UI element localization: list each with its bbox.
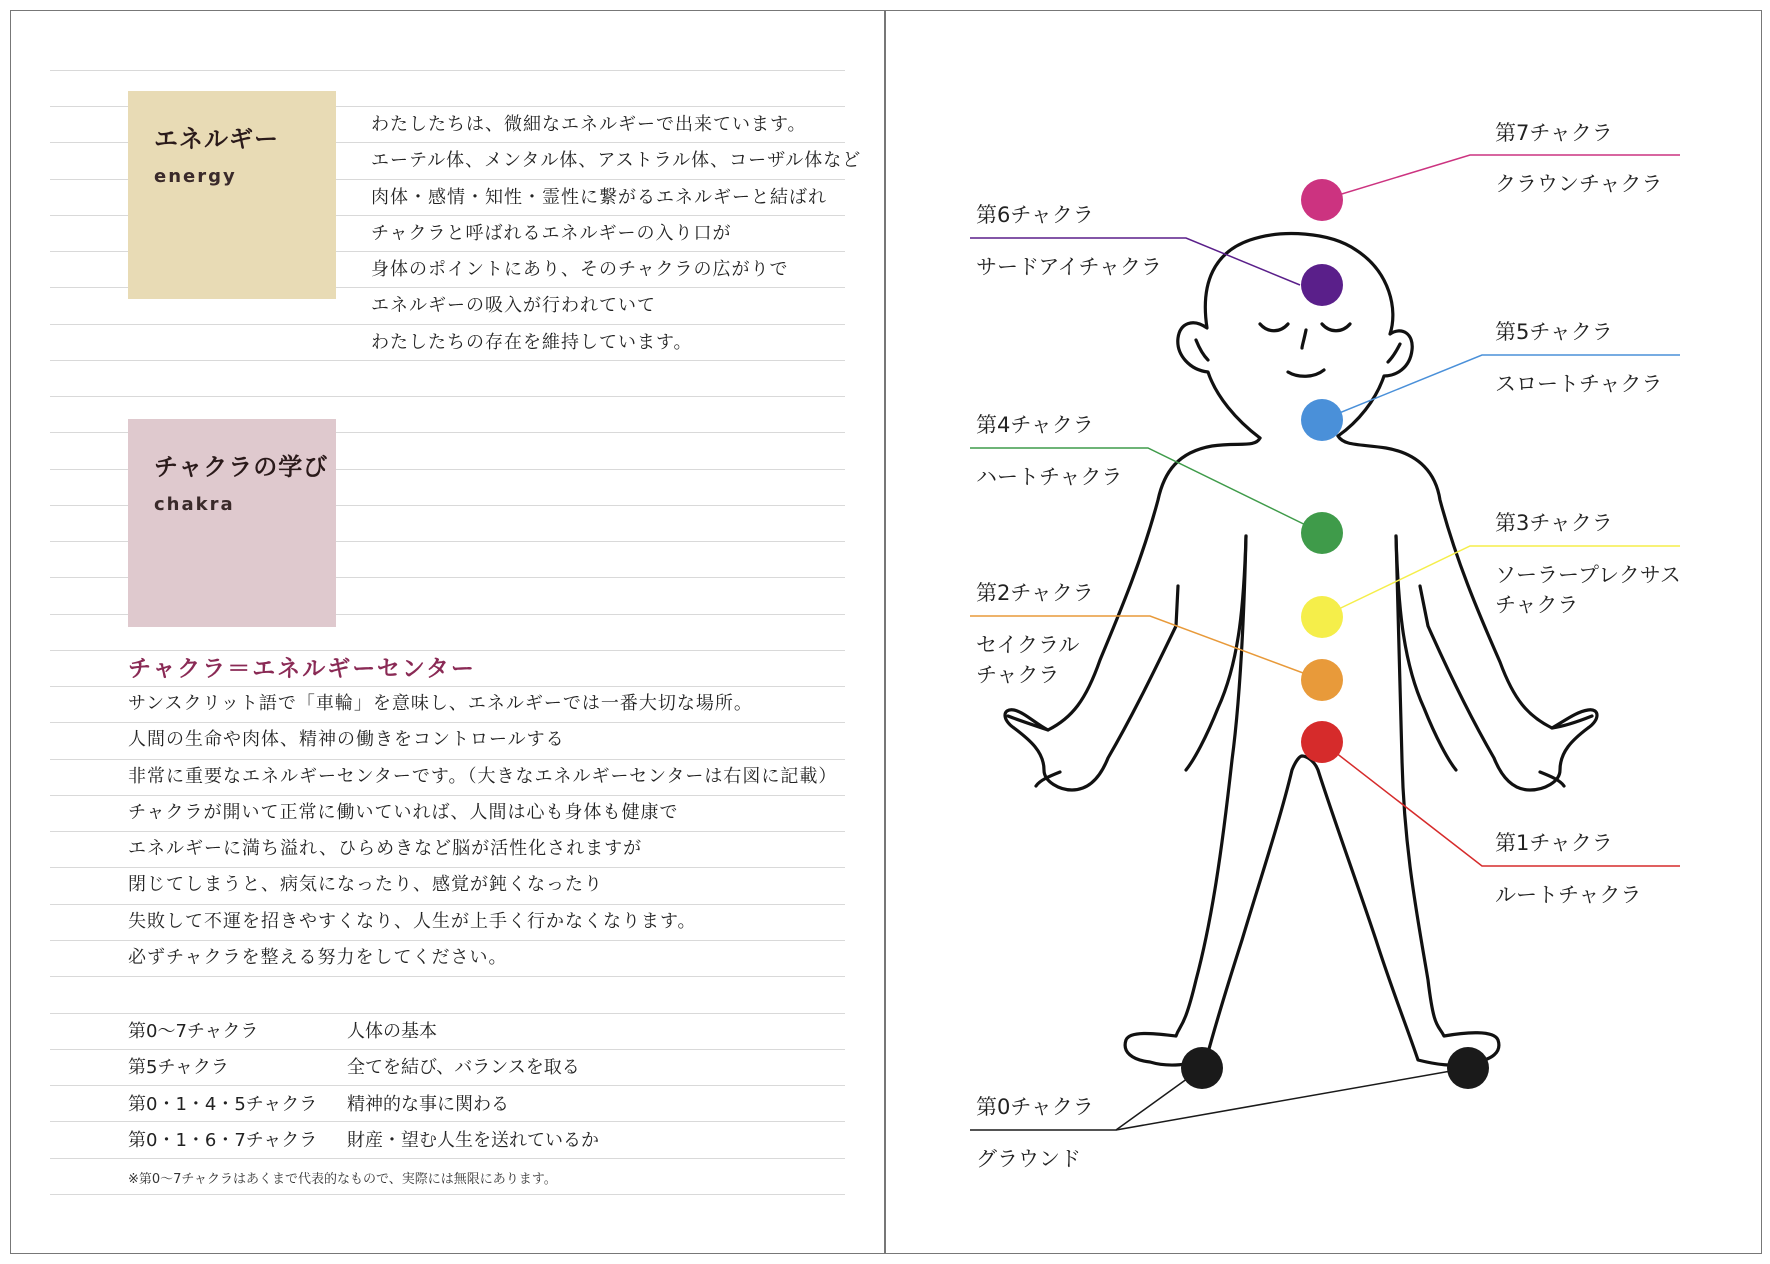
- summary-meaning: 全てを結び、バランスを取る: [347, 1057, 580, 1079]
- chakra-3-name-line2: チャクラ: [1495, 593, 1579, 617]
- left-leg: [1125, 536, 1302, 1065]
- energy-line: チャクラと呼ばれるエネルギーの入り口が: [371, 222, 732, 244]
- chakra-line: 人間の生命や肉体、精神の働きをコントロールする: [128, 729, 565, 751]
- energy-line: わたしたちの存在を維持しています。: [371, 331, 693, 353]
- chakra-subtitle: chakra: [154, 494, 235, 515]
- chakra-dot-2: [1301, 659, 1343, 701]
- nose: [1302, 330, 1306, 348]
- chakra-4-number: 第4チャクラ: [976, 413, 1094, 437]
- energy-description: [371, 107, 861, 361]
- chakra-7-number: 第7チャクラ: [1495, 121, 1613, 145]
- summary-meaning: 精神的な事に関わる: [347, 1093, 509, 1115]
- chakra-3-number: 第3チャクラ: [1495, 511, 1613, 535]
- chakra-dot-4: [1301, 512, 1343, 554]
- energy-line: 肉体・感情・知性・霊性に繋がるエネルギーと結ばれ: [371, 186, 827, 208]
- chakra-dot-0-left-foot: [1181, 1047, 1223, 1089]
- chakra-dot-0-right-foot: [1447, 1047, 1489, 1089]
- left-side-outline: [1005, 438, 1260, 790]
- chakra-title: チャクラの学び: [154, 453, 329, 481]
- chakra-2-name-line2: チャクラ: [976, 663, 1060, 687]
- chakra-heading: チャクラ＝エネルギーセンター: [128, 656, 476, 682]
- chakra-line: 失敗して不運を招きやすくなり、人生が上手く行かなくなります。: [128, 910, 697, 932]
- chakra-3-name: ソーラープレクサス: [1495, 563, 1681, 587]
- chakra-1-number: 第1チャクラ: [1495, 831, 1613, 855]
- chakra-dot-3: [1301, 596, 1343, 638]
- ruled-line: [50, 70, 845, 71]
- chakra-points: [1181, 179, 1489, 1089]
- energy-line: わたしたちは、微細なエネルギーで出来ています。: [371, 114, 807, 135]
- summary-meaning: 人体の基本: [347, 1021, 437, 1042]
- energy-line: 身体のポイントにあり、そのチャクラの広がりで: [371, 259, 789, 281]
- mouth: [1288, 370, 1324, 376]
- summary-chakras: 第5チャクラ: [128, 1057, 229, 1079]
- chakra-line: 閉じてしまうと、病気になったり、感覚が鈍くなったり: [128, 874, 603, 896]
- footnote: ※第0〜7チャクラはあくまで代表的なもので、実際には無限にあります。: [128, 1172, 557, 1187]
- energy-subtitle: energy: [154, 166, 237, 187]
- chakra-line: 非常に重要なエネルギーセンターです。（大きなエネルギーセンターは右図に記載）: [128, 765, 838, 787]
- summary-meaning: 財産・望む人生を送れているか: [347, 1129, 599, 1151]
- left-arm-inner: [1186, 536, 1246, 770]
- right-arm-inner: [1396, 536, 1456, 770]
- chakra-description: [128, 686, 837, 976]
- leader-line-4: [970, 448, 1322, 533]
- chakra-line: エネルギーに満ち溢れ、ひらめきなど脳が活性化されますが: [128, 838, 643, 860]
- left-eye: [1260, 324, 1288, 331]
- chakra-body-diagram: [886, 10, 1762, 1254]
- ruled-line: [50, 396, 845, 397]
- chakra-6-number: 第6チャクラ: [976, 203, 1094, 227]
- energy-title: エネルギー: [154, 125, 279, 153]
- left-ear: [1196, 340, 1208, 360]
- chakra-4-name: ハートチャクラ: [976, 465, 1123, 489]
- chakra-1-name: ルートチャクラ: [1495, 883, 1642, 907]
- energy-line: エーテル体、メンタル体、アストラル体、コーザル体など: [371, 150, 862, 172]
- head-outline: [1178, 234, 1412, 438]
- chakra-2-name: セイクラル: [976, 633, 1080, 657]
- energy-line: エネルギーの吸入が行われていて: [371, 295, 656, 317]
- chakra-0-number: 第0チャクラ: [976, 1095, 1094, 1119]
- leader-line-0: [1116, 1068, 1468, 1130]
- summary-chakras: 第0〜7チャクラ: [128, 1021, 259, 1042]
- chakra-2-number: 第2チャクラ: [976, 581, 1094, 605]
- right-eye: [1322, 324, 1350, 331]
- ruled-line: [50, 1194, 845, 1195]
- chakra-dot-7: [1301, 179, 1343, 221]
- chakra-line: 必ずチャクラを整える努力をしてください。: [128, 947, 508, 969]
- summary-chakras: 第0・1・6・7チャクラ: [128, 1129, 318, 1151]
- energy-title-box: [128, 91, 336, 299]
- summary-chakras: 第0・1・4・5チャクラ: [128, 1093, 318, 1115]
- human-figure-outline: [1005, 234, 1597, 1065]
- chakra-0-name: グラウンド: [976, 1147, 1081, 1171]
- chakra-dot-1: [1301, 721, 1343, 763]
- right-ear: [1388, 344, 1400, 362]
- chakra-line: チャクラが開いて正常に働いていれば、人間は心も身体も健康で: [128, 801, 679, 823]
- chakra-5-name: スロートチャクラ: [1495, 372, 1663, 396]
- chakra-7-name: クラウンチャクラ: [1495, 172, 1663, 196]
- chakra-dot-6: [1301, 264, 1343, 306]
- chakra-6-name: サードアイチャクラ: [976, 255, 1162, 279]
- chakra-title-box: [128, 419, 336, 627]
- chakra-line: サンスクリット語で「車輪」を意味し、エネルギーでは一番大切な場所。: [128, 693, 753, 714]
- chakra-5-number: 第5チャクラ: [1495, 320, 1613, 344]
- chakra-dot-5: [1301, 399, 1343, 441]
